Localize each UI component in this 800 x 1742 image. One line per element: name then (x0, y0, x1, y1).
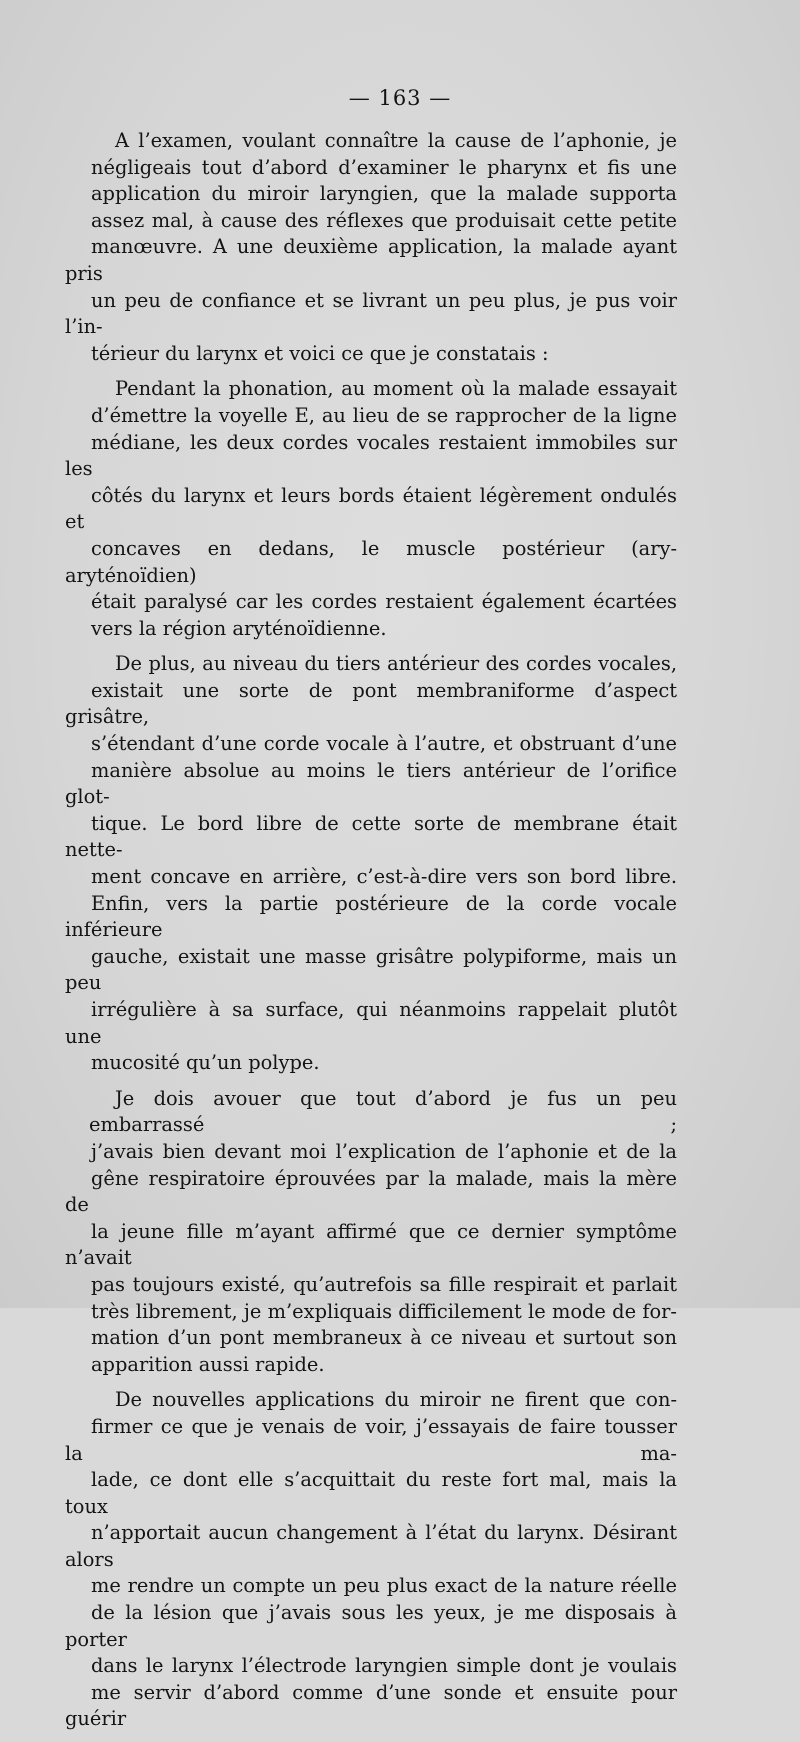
text-line: j’avais bien devant moi l’explication de l’aphonie et de la (91, 1139, 677, 1163)
text-line: côtés du larynx et leurs bords étaient légèrement ondulés et (65, 483, 677, 534)
text-line: manière absolue au moins le tiers antérieur de l’orifice glot- (65, 758, 677, 809)
text-line: me servir d’abord comme d’une sonde et ensuite pour guérir (65, 1680, 677, 1731)
text-line: un peu de confiance et se livrant un peu plus, je pus voir l’in- (65, 288, 677, 339)
text-line: n’apportait aucun changement à l’état du larynx. Désirant alors (65, 1521, 677, 1571)
paragraph-5 (65, 1387, 677, 1733)
text-line: mation d’un pont membraneux à ce niveau et surtout son (91, 1326, 677, 1350)
text-line: irrégulière à sa surface, qui néanmoins rappelait plutôt une (65, 998, 677, 1048)
text-line: De nouvelles applications du miroir ne firent que con- (115, 1388, 677, 1412)
text-line: concaves en dedans, le muscle postérieur (ary-aryténoïdien) (65, 536, 677, 587)
paragraph-1 (65, 128, 677, 367)
text-line: me rendre un compte un peu plus exact de la nature réelle (91, 1574, 677, 1598)
text-line: très librement, je m’expliquais difficilement le mode de for- (91, 1299, 677, 1323)
text-line: Enfin, vers la partie postérieure de la corde vocale inférieure (65, 891, 677, 942)
text-line: la jeune fille m’ayant affirmé que ce dernier symptôme n’avait (65, 1219, 677, 1270)
text-line: firmer ce que je venais de voir, j’essayais de faire tousser la ma- (65, 1414, 677, 1465)
text-line: assez mal, à cause des réflexes que produisait cette petite (91, 208, 677, 232)
text-line: De plus, au niveau du tiers antérieur des cordes vocales, (115, 652, 677, 676)
text-line: térieur du larynx et voici ce que je constatais : (91, 341, 549, 365)
paragraph-3 (65, 651, 677, 1077)
text-line: était paralysé car les cordes restaient également écartées (91, 590, 677, 614)
text-line: lade, ce dont elle s’acquittait du reste fort mal, mais la toux (65, 1468, 677, 1518)
text-line: négligeais tout d’abord d’examiner le pharynx et fis une (91, 155, 677, 179)
text-line: Pendant la phonation, au moment où la malade essayait (115, 377, 677, 401)
text-line: de la lésion que j’avais sous les yeux, je me disposais à porter (65, 1601, 677, 1651)
text-line: dans le larynx l’électrode laryngien simple dont je voulais (91, 1654, 677, 1678)
text-line: mucosité qu’un polype. (91, 1051, 320, 1075)
text-line: s’étendant d’une corde vocale à l’autre, et obstruant d’une (91, 732, 677, 756)
paragraph-4 (65, 1086, 677, 1379)
text-line: médiane, les deux cordes vocales restaient immobiles sur les (65, 430, 677, 481)
page-number: — 163 — (348, 86, 452, 110)
text-line: pas toujours existé, qu’autrefois sa fille respirait et parlait (91, 1272, 677, 1296)
text-line: vers la région aryténoïdienne. (91, 616, 387, 640)
text-line: existait une sorte de pont membraniforme d’aspect grisâtre, (65, 678, 677, 729)
text-line: application du miroir laryngien, que la malade supporta (91, 182, 677, 206)
text-line: tique. Le bord libre de cette sorte de membrane était nette- (65, 811, 677, 862)
text-line: d’émettre la voyelle E, au lieu de se rapprocher de la ligne (91, 403, 677, 427)
text-line: gêne respiratoire éprouvées par la malade, mais la mère de (65, 1166, 677, 1217)
text-line: Je dois avouer que tout d’abord je fus un peu embarrassé ; (89, 1086, 677, 1137)
text-line: ment concave en arrière, c’est-à-dire vers son bord libre. (91, 865, 677, 889)
text-line: A l’examen, voulant connaître la cause de l’aphonie, je (115, 129, 677, 152)
body-text (65, 128, 677, 1742)
text-line: apparition aussi rapide. (91, 1352, 325, 1376)
text-line: gauche, existait une masse grisâtre polypiforme, mais un peu (65, 944, 677, 995)
paragraph-2 (65, 376, 677, 642)
text-line: manœuvre. A une deuxième application, la malade ayant pris (65, 235, 677, 285)
